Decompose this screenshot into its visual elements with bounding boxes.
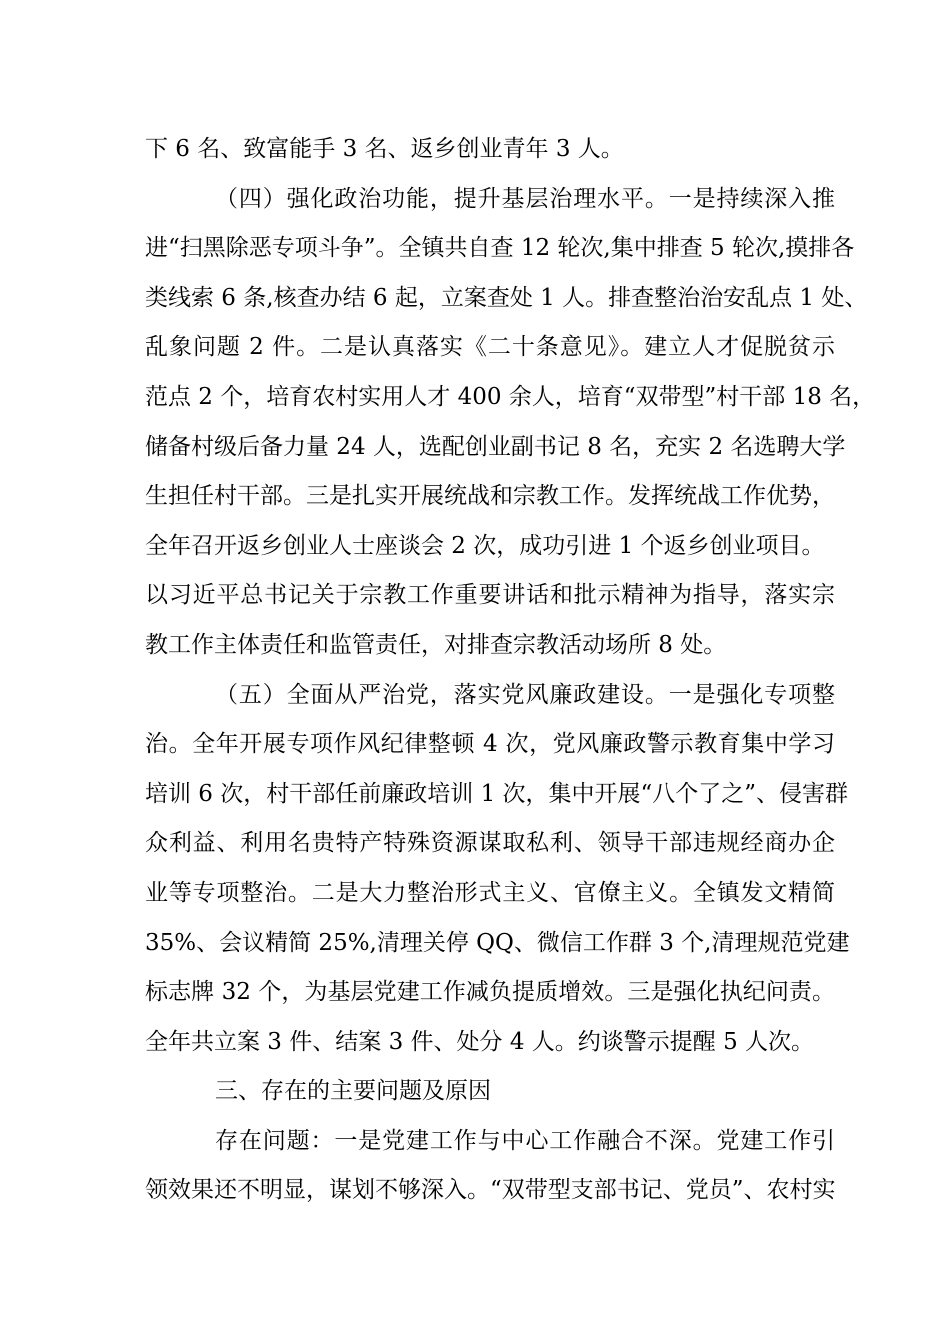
- text-line: 培训 6 次，村干部任前廉政培训 1 次，集中开展“八个了之”、侵害群: [145, 780, 849, 807]
- text-line: 以习近平总书记关于宗教工作重要讲话和批示精神为指导，落实宗: [145, 582, 835, 609]
- text-line: 业等专项整治。二是大力整治形式主义、官僚主义。全镇发文精简: [145, 879, 835, 906]
- text-line: 类线索 6 条,核查办结 6 起，立案查处 1 人。排查整治治安乱点 1 处、: [145, 284, 868, 311]
- text-line: 范点 2 个，培育农村实用人才 400 余人，培育“双带型”村干部 18 名，: [145, 383, 876, 410]
- section-heading-line: （五）全面从严治党，落实党风廉政建设。一是强化专项整: [215, 681, 835, 708]
- text-line: 生担任村干部。三是扎实开展统战和宗教工作。发挥统战工作优势，: [145, 483, 835, 510]
- text-line: 下 6 名、致富能手 3 名、返乡创业青年 3 人。: [145, 136, 624, 162]
- text-line: 35%、会议精简 25%,清理关停 QQ、微信工作群 3 个,清理规范党建: [145, 929, 850, 956]
- text-line: 储备村级后备力量 24 人，选配创业副书记 8 名，充实 2 名选聘大学: [145, 433, 846, 460]
- text-line: 治。全年开展专项作风纪律整顿 4 次，党风廉政警示教育集中学习: [145, 731, 835, 758]
- text-line: 全年召开返乡创业人士座谈会 2 次，成功引进 1 个返乡创业项目。: [145, 532, 825, 559]
- text-line: 教工作主体责任和监管责任，对排查宗教活动场所 8 处。: [145, 631, 727, 658]
- paragraph-start-line: 存在问题：一是党建工作与中心工作融合不深。党建工作引: [215, 1127, 835, 1154]
- chapter-heading: 三、存在的主要问题及原因: [215, 1078, 491, 1105]
- text-line: 领效果还不明显，谋划不够深入。“双带型支部书记、党员”、农村实: [145, 1177, 836, 1204]
- section-heading-line: （四）强化政治功能，提升基层治理水平。一是持续深入推: [215, 185, 835, 212]
- text-line: 乱象问题 2 件。二是认真落实《二十条意见》。建立人才促脱贫示: [145, 334, 835, 361]
- text-line: 标志牌 32 个，为基层党建工作减负提质增效。三是强化执纪问责。: [145, 979, 835, 1006]
- text-line: 进“扫黑除恶专项斗争”。全镇共自查 12 轮次,集中排查 5 轮次,摸排各: [145, 235, 855, 262]
- text-line: 众利益、利用名贵特产特殊资源谋取私利、领导干部违规经商办企: [145, 830, 835, 857]
- body-text: [145, 125, 876, 1216]
- text-line: 全年共立案 3 件、结案 3 件、处分 4 人。约谈警示提醒 5 人次。: [145, 1028, 815, 1055]
